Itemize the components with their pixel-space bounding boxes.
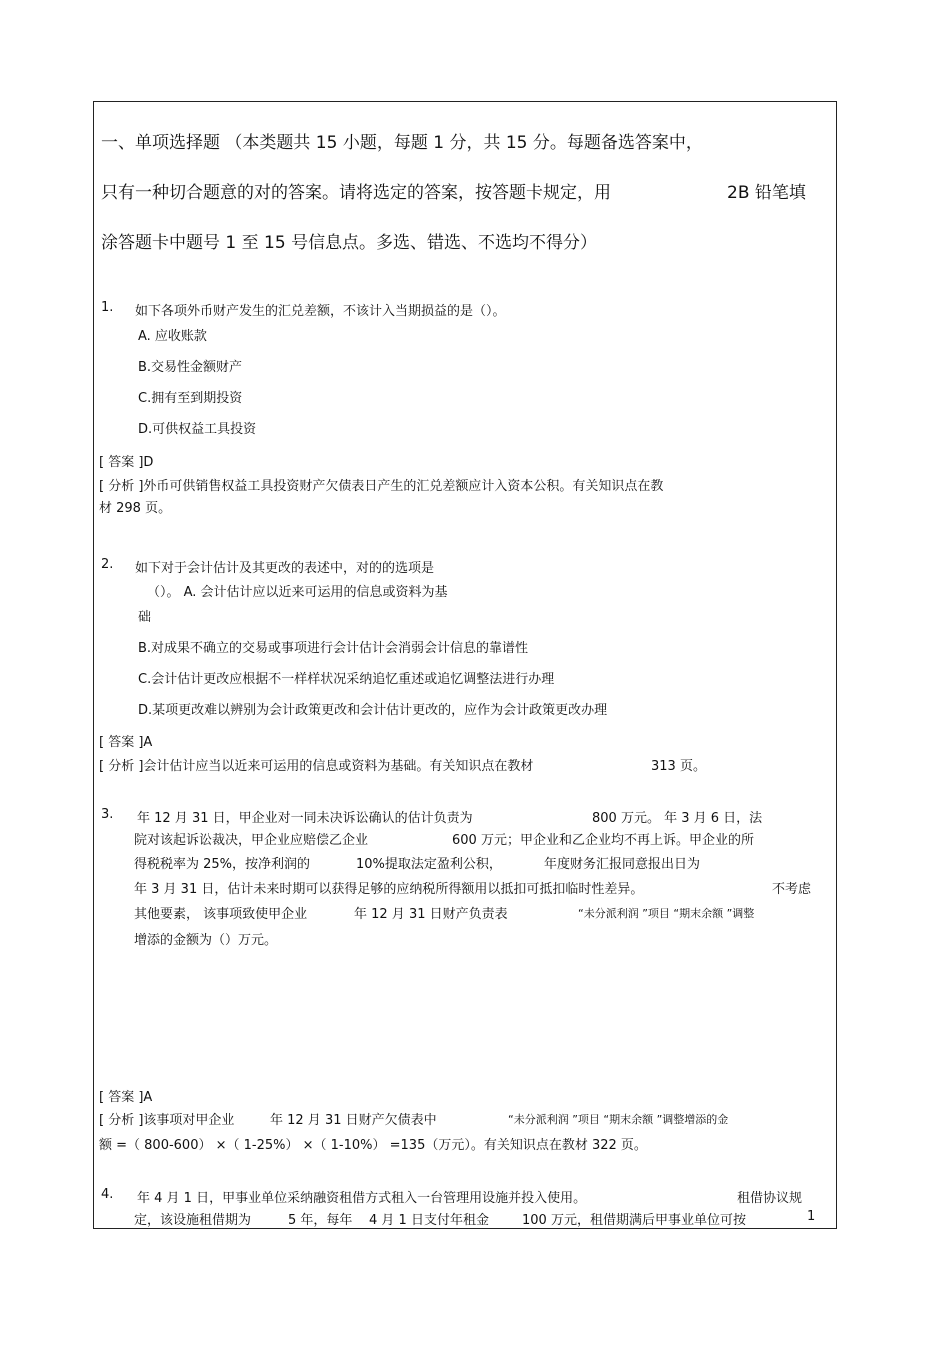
q3-line-2: 院对该起诉讼裁决，甲企业应赔偿乙企业	[134, 833, 369, 848]
q3-analysis-line-1-mid: 年 12 月 31 日财产欠债表中	[270, 1113, 437, 1128]
q1-option-d: D.可供权益工具投资	[138, 422, 257, 437]
q2-analysis: [ 分析 ]会计估计应当以近来可运用的信息或资料为基础。有关知识点在教材	[99, 759, 534, 774]
q4-line-1-tail: 租借协议规	[737, 1191, 803, 1206]
intro-line-2-tail: 2B 铅笔填	[727, 183, 806, 203]
document-frame	[93, 101, 837, 1229]
q4-line-2-e: 1	[807, 1209, 816, 1224]
q2-option-c: C.会计估计更改应根据不一样样状况采纳追忆重述或追忆调整法进行办理	[138, 672, 555, 687]
q2-option-b: B.对成果不确立的交易或事项进行会计估计会消弱会计信息的靠谱性	[138, 641, 529, 656]
q2-option-d: D.某项更改难以辨别为会计政策更改和会计估计更改的，应作为会计政策更改办理	[138, 703, 608, 718]
q2-analysis-page: 313 页。	[651, 759, 706, 774]
q3-line-5: 其他要素， 该事项致使甲企业	[134, 907, 308, 922]
q3-line-3: 得税税率为 25%，按净利润的	[134, 857, 311, 872]
q4-line-2-d: 100 万元，租借期满后甲事业单位可按	[522, 1213, 746, 1228]
q2-answer: [ 答案 ]A	[99, 735, 153, 750]
q1-analysis-line-1: [ 分析 ]外币可供销售权益工具投资财产欠债表日产生的汇兑差额应计入资本公积。有关知识点在教	[99, 479, 664, 494]
q3-analysis-line-1: [ 分析 ]该事项对甲企业	[99, 1113, 235, 1128]
q1-analysis-line-2: 材 298 页。	[99, 501, 172, 516]
intro-line-1: 一、单项选择题 （本类题共 15 小题，每题 1 分，共 15 分。每题备选答案中，	[101, 133, 703, 153]
q3-analysis-line-1-tail: “未分派利润 ”项目 “期末余额 ”调整增添的金	[508, 1113, 729, 1126]
q4-line-2: 定，该设施租借期为	[134, 1213, 252, 1228]
q2-stem-line-2: （）。 A. 会计估计应以近来可运用的信息或资料为基	[147, 585, 448, 600]
q1-option-c: C.拥有至到期投资	[138, 391, 243, 406]
q3-analysis-line-2: 额 =（ 800-600） ×（ 1-25%） ×（ 1-10%） =135（万元）。有关知识点在教材 322 页。	[99, 1138, 647, 1153]
q4-line-2-c: 4 月 1 日支付年租金	[369, 1213, 489, 1228]
q3-line-4: 年 3 月 31 日，估计未来时期可以获得足够的应纳税所得额用以抵扣可抵扣临时性差异。	[134, 882, 644, 897]
q1-stem: 如下各项外币财产发生的汇兑差额，不该计入当期损益的是（）。	[135, 304, 506, 319]
q1-option-b: B.交易性金额财产	[138, 360, 243, 375]
q3-line-1: 年 12 月 31 日，甲企业对一同未决诉讼确认的估计负责为	[137, 811, 473, 826]
q1-option-a: A. 应收账款	[138, 329, 207, 344]
q3-line-5-tail: “未分派利润 ”项目 “期末余额 ”调整	[578, 907, 755, 920]
q3-answer: [ 答案 ]A	[99, 1090, 153, 1105]
q3-line-3-mid: 10%提取法定盈利公积，	[356, 857, 502, 872]
intro-line-3: 涂答题卡中题号 1 至 15 号信息点。多选、错选、不选均不得分）	[101, 233, 598, 253]
q3-line-5-mid: 年 12 月 31 日财产负责表	[354, 907, 508, 922]
q1-answer: [ 答案 ]D	[99, 455, 154, 470]
q4-line-2-b: 5 年，每年	[288, 1213, 353, 1228]
q2-stem-line-1: 如下对于会计估计及其更改的表述中，对的的选项是	[135, 561, 435, 576]
q1-number: 1.	[101, 300, 114, 315]
q3-line-4-tail: 不考虑	[772, 882, 812, 897]
q3-line-2-tail: 600 万元；甲企业和乙企业均不再上诉。甲企业的所	[452, 833, 754, 848]
q3-number: 3.	[101, 807, 114, 822]
q2-stem-line-3: 础	[138, 610, 152, 625]
intro-line-2: 只有一种切合题意的对的答案。请将选定的答案，按答题卡规定，用	[101, 183, 611, 203]
q2-number: 2.	[101, 557, 114, 572]
q4-number: 4.	[101, 1187, 114, 1202]
q4-line-1: 年 4 月 1 日，甲事业单位采纳融资租借方式租入一台管理用设施并投入使用。	[137, 1191, 587, 1206]
q3-line-6: 增添的金额为（）万元。	[134, 933, 278, 948]
q3-line-3-tail: 年度财务汇报同意报出日为	[544, 857, 701, 872]
q3-line-1-tail: 800 万元。 年 3 月 6 日，法	[592, 811, 763, 826]
